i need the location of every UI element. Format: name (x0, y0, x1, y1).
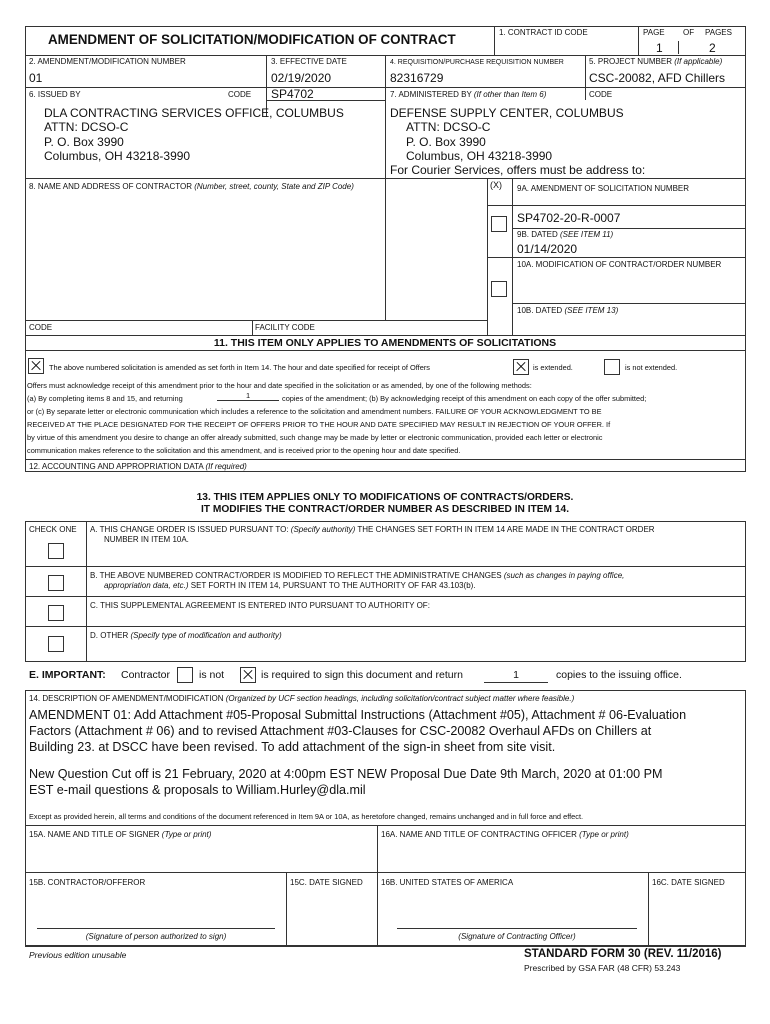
amendment-number-label: 2. AMENDMENT/MODIFICATION NUMBER (29, 57, 186, 66)
divider (25, 872, 746, 873)
accounting-note: (If required) (205, 462, 247, 471)
address-line: DLA CONTRACTING SERVICES OFFICE, COLUMBUS (44, 106, 344, 120)
officer-name-note: (Type or print) (579, 830, 629, 839)
divider (25, 690, 26, 945)
divider (678, 41, 679, 54)
administered-by-note: (If other than Item 6) (473, 90, 547, 99)
except-statement: Except as provided herein, all terms and conditions of the document referenced in Item 9A or 10A, as heretofore changed, remains unchanged and in full force and effect. (29, 812, 584, 821)
solicitation-number-label: 9A. AMENDMENT OF SOLICITATION NUMBER (517, 184, 690, 193)
prescribed-by: Prescribed by GSA FAR (48 CFR) 53.243 (524, 963, 681, 973)
divider (86, 521, 87, 661)
description-paragraph-2 (29, 766, 663, 798)
facility-code-label: FACILITY CODE (255, 323, 315, 332)
item-13c-checkbox[interactable] (48, 605, 64, 621)
not-extended-checkbox[interactable] (604, 359, 620, 375)
x-column-label: (X) (490, 180, 502, 190)
project-number-note: (If applicable) (674, 57, 723, 66)
administered-by-address (390, 106, 645, 177)
signature-line-15 (37, 928, 275, 929)
contractor-label: 8. NAME AND ADDRESS OF CONTRACTOR (29, 182, 192, 191)
effective-date-label: 3. EFFECTIVE DATE (271, 57, 347, 66)
item-13-heading-2: IT MODIFIES THE CONTRACT/ORDER NUMBER AS DESCRIBED IN ITEM 14. (200, 504, 570, 515)
form-title: AMENDMENT OF SOLICITATION/MODIFICATION OF CONTRACT (48, 32, 456, 47)
item-11-line-3a: (a) By completing items 8 and 15, and returning (27, 394, 183, 403)
solicitation-dated-label: 9B. DATED (517, 230, 558, 239)
contractor-note: (Number, street, county, State and ZIP Code) (194, 182, 354, 191)
item-13a-checkbox[interactable] (48, 543, 64, 559)
administered-code-label: CODE (589, 90, 613, 99)
item-13d-checkbox[interactable] (48, 636, 64, 652)
accounting-label: 12. ACCOUNTING AND APPROPRIATION DATA (29, 462, 204, 471)
important-required-text: is required to sign this document and return (261, 669, 463, 681)
divider (487, 257, 746, 258)
page-number: 1 (656, 41, 663, 55)
divider (512, 303, 746, 304)
of-label: OF (683, 28, 695, 37)
item-13a-rest: THE CHANGES SET FORTH IN ITEM 14 ARE MADE IN THE CONTRACT ORDER (357, 525, 655, 534)
divider (25, 178, 746, 179)
address-line: ATTN: DCSO-C (406, 120, 491, 135)
officer-name-label: 16A. NAME AND TITLE OF CONTRACTING OFFICER (381, 830, 577, 839)
item-11-line-5: RECEIVED AT THE PLACE DESIGNATED FOR THE RECEIPT OF OFFERS PRIOR TO THE HOUR AND DATE SPECIFIED MAY RESULT IN REJECTION OF YOUR OFFER. If (27, 420, 611, 429)
usa-label: 16B. UNITED STATES OF AMERICA (381, 878, 514, 887)
item-13d-note: (Specify type of modification and authority) (130, 631, 282, 640)
not-extended-label: is not extended. (625, 363, 678, 372)
extended-label: is extended. (533, 363, 573, 372)
contractor-date-label: 15C. DATE SIGNED (290, 878, 363, 887)
administered-by-label: 7. ADMINISTERED BY (390, 90, 472, 99)
item-13a-line-2: NUMBER IN ITEM 10A. (104, 535, 189, 544)
divider (25, 690, 746, 691)
solicitation-date: 01/14/2020 (517, 242, 578, 256)
item-11-line-2: Offers must acknowledge receipt of this amendment prior to the hour and date specified in the solicitation or as amended, by one of the following methods: (27, 381, 532, 390)
is-required-checkbox[interactable] (240, 667, 256, 683)
pages-label: PAGES (705, 28, 732, 37)
address-line: ATTN: DCSO-C (44, 120, 129, 135)
divider (252, 320, 253, 335)
item-13b-text: B. THE ABOVE NUMBERED CONTRACT/ORDER IS MODIFIED TO REFLECT THE ADMINISTRATIVE CHANGES (90, 571, 502, 580)
issued-code: SP4702 (271, 87, 314, 101)
divider (25, 335, 746, 336)
divider (494, 26, 495, 55)
divider (585, 87, 586, 100)
divider (25, 566, 746, 567)
item-11-line-4: or (c) By separate letter or electronic communication which includes a reference to the solicitation and amendment numbers. FAILURE OF YOUR ACKNOWLEDGMENT TO BE (27, 407, 602, 416)
signer-name-note: (Type or print) (161, 830, 212, 839)
item-10a-checkbox[interactable] (491, 281, 507, 297)
item-13c-text: C. THIS SUPPLEMENTAL AGREEMENT IS ENTERED INTO PURSUANT TO AUTHORITY OF: (90, 601, 430, 610)
is-not-required-checkbox[interactable] (177, 667, 193, 683)
description-line: EST e-mail questions & proposals to William.Hurley@dla.mil (29, 783, 366, 797)
divider (25, 521, 26, 661)
item-13a-note: (Specify authority) (290, 525, 356, 534)
form-right-border (745, 26, 746, 471)
address-line: DEFENSE SUPPLY CENTER, COLUMBUS (390, 106, 624, 120)
divider (25, 825, 746, 826)
divider (25, 350, 746, 351)
divider (25, 459, 746, 460)
copies-returning: 1 (217, 391, 279, 401)
divider (512, 228, 746, 229)
description-line: New Question Cut off is 21 February, 2020 at 4:00pm EST NEW Proposal Due Date 9th March, 2020 at 01:00 PM (29, 767, 663, 781)
effective-date: 02/19/2020 (271, 71, 332, 85)
issued-by-label: 6. ISSUED BY (29, 90, 81, 99)
previous-edition-note: Previous edition unusable (29, 950, 127, 960)
check-one-label: CHECK ONE (29, 525, 77, 534)
address-line: P. O. Box 3990 (406, 134, 486, 149)
project-number-label: 5. PROJECT NUMBER (589, 57, 672, 66)
divider (25, 521, 746, 522)
requisition-number: 82316729 (390, 71, 444, 85)
contract-id-label: 1. CONTRACT ID CODE (499, 28, 588, 37)
modification-dated-note: (SEE ITEM 13) (564, 306, 619, 315)
requisition-label: 4. REQUISITION/PURCHASE REQUISITION NUMBER (390, 59, 564, 66)
description-paragraph-1 (29, 707, 686, 755)
item-11-line-1: The above numbered solicitation is amended as set forth in Item 14. The hour and date specified for receipt of Offers (49, 363, 430, 372)
address-line: For Courier Services, offers must be address to: (390, 163, 646, 178)
item-11-line-6: by virtue of this amendment you desire to change an offer already submitted, such change may be made by letter or electronic communication, provided each letter or electronic (27, 433, 603, 442)
modification-number-label: 10A. MODIFICATION OF CONTRACT/ORDER NUMBER (517, 260, 722, 269)
important-copies: 1 (484, 668, 548, 683)
important-contractor: Contractor (121, 669, 171, 681)
important-label: E. IMPORTANT: (29, 669, 106, 681)
divider (745, 521, 746, 661)
divider (745, 690, 746, 945)
divider (385, 55, 386, 320)
issued-by-address (44, 106, 344, 163)
description-line: AMENDMENT 01: Add Attachment #05-Proposal Submittal Instructions (Attachment #05), Attachment # 06-Evaluation (29, 708, 687, 722)
item-11-heading: 11. THIS ITEM ONLY APPLIES TO AMENDMENTS OF SOLICITATIONS (213, 337, 557, 349)
divider (25, 596, 746, 597)
signature-caption-16: (Signature of Contracting Officer) (458, 932, 576, 941)
item-13b-checkbox[interactable] (48, 575, 64, 591)
divider (377, 825, 378, 945)
important-is-not: is not (199, 669, 225, 681)
description-line: Factors (Attachment # 06) and to revised Attachment #03-Clauses for CSC-20082 Overhaul AFDs on Chillers at (29, 724, 652, 738)
signature-line-16 (397, 928, 637, 929)
item-9a-checkbox[interactable] (491, 216, 507, 232)
divider (25, 626, 746, 627)
divider (648, 872, 649, 945)
divider (487, 205, 746, 206)
amended-checkbox[interactable] (28, 358, 44, 374)
divider (25, 87, 746, 88)
description-note: (Organized by UCF section headings, including solicitation/contract subject matter where feasible.) (225, 694, 575, 703)
address-line: Columbus, OH 43218-3990 (44, 148, 191, 163)
divider (286, 872, 287, 945)
divider (25, 471, 746, 472)
item-13b-line-2: SET FORTH IN ITEM 14, PURSUANT TO THE AUTHORITY OF FAR 43.103(b). (190, 581, 476, 590)
item-11-line-3b: copies of the amendment; (b) By acknowledging receipt of this amendment on each copy of the offer submitted; (282, 394, 647, 403)
officer-date-label: 16C. DATE SIGNED (652, 878, 725, 887)
contractor-code-label: CODE (29, 323, 53, 332)
divider (25, 661, 746, 662)
extended-checkbox[interactable] (513, 359, 529, 375)
modification-dated-label: 10B. DATED (517, 306, 563, 315)
solicitation-dated-note: (SEE ITEM 11) (559, 230, 614, 239)
amendment-number: 01 (29, 71, 43, 85)
signer-name-label: 15A. NAME AND TITLE OF SIGNER (29, 830, 160, 839)
item-13-heading-1: 13. THIS ITEM APPLIES ONLY TO MODIFICATIONS OF CONTRACTS/ORDERS. (196, 492, 574, 503)
issued-code-label: CODE (228, 90, 252, 99)
item-13b-note-2: appropriation data, etc.) (104, 581, 189, 590)
item-13b-note: (such as changes in paying office, (503, 571, 625, 580)
address-line: Columbus, OH 43218-3990 (406, 148, 553, 163)
item-13d-text: D. OTHER (90, 631, 129, 640)
project-number: CSC-20082, AFD Chillers (589, 71, 726, 85)
page-label: PAGE (643, 28, 665, 37)
contractor-offeror-label: 15B. CONTRACTOR/OFFEROR (29, 878, 146, 887)
address-line: P. O. Box 3990 (44, 134, 124, 149)
item-13a-text: A. THIS CHANGE ORDER IS ISSUED PURSUANT TO: (90, 525, 289, 534)
description-line: Building 23. at DSCC have been revised. To add attachment of the sign-in sheet from site visit. (29, 740, 556, 754)
important-rest: copies to the issuing office. (556, 669, 682, 681)
solicitation-number: SP4702-20-R-0007 (517, 211, 621, 225)
form-left-border (25, 26, 26, 471)
total-pages: 2 (709, 41, 716, 55)
standard-form-id: STANDARD FORM 30 (REV. 11/2016) (524, 948, 722, 960)
divider (638, 26, 639, 55)
item-11-line-7: communication makes reference to the solicitation and this amendment, and is received prior to the opening hour and date specified. (27, 446, 461, 455)
divider (25, 320, 488, 321)
description-label: 14. DESCRIPTION OF AMENDMENT/MODIFICATION (29, 694, 224, 703)
signature-caption-15: (Signature of person authorized to sign) (85, 932, 227, 941)
